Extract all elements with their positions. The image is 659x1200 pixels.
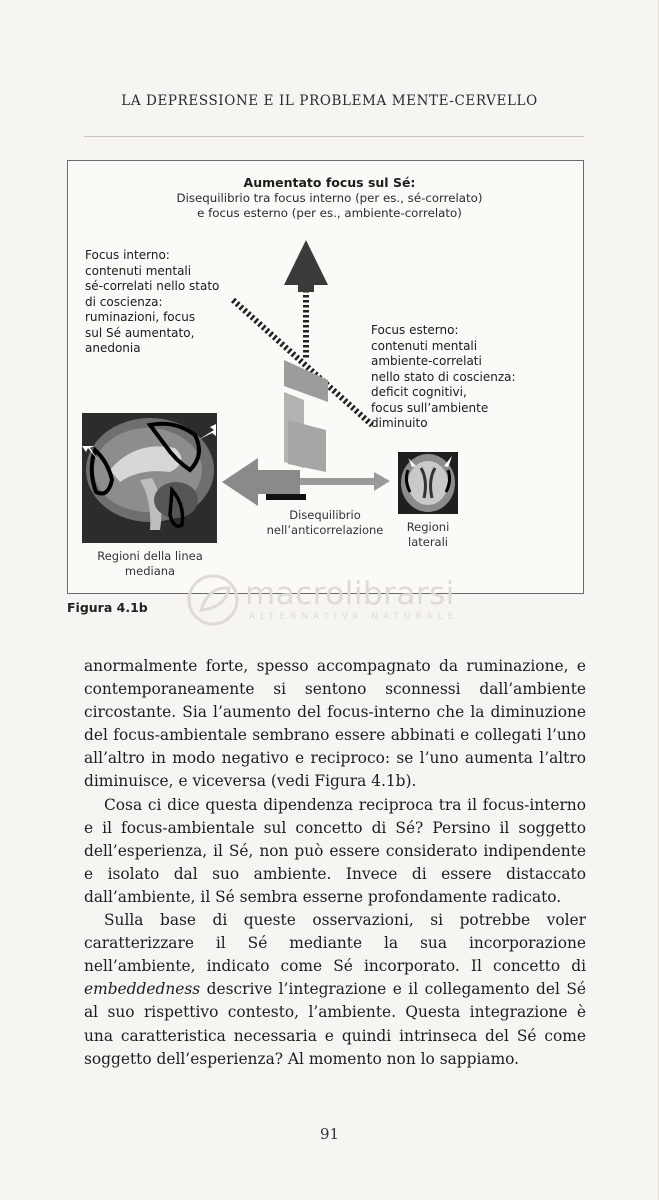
running-head: LA DEPRESSIONE E IL PROBLEMA MENTE-CERVELLO (121, 93, 538, 109)
watermark-tagline: ALTERNATIVA NATURALE (249, 612, 459, 622)
figure-caption: Figura 4.1b (67, 600, 148, 615)
body-text (84, 655, 586, 1071)
imbalance-label: Disequilibrio nell’anticorrelazione (266, 508, 384, 537)
figure-title: Aumentato focus sul Sé: (243, 175, 416, 190)
paragraph-3-start: Sulla base di queste osservazioni, si potrebbe voler caratterizzare il Sé mediante la sua incorporazione nell’ambiente, indicato come Sé incorporato. Il concetto di (84, 911, 586, 976)
paragraph-1: anormalmente forte, spesso accompagnato da ruminazione, e contemporaneamente si sentono sconnessi dall’ambiente circostante. Sia l’aumento del focus-interno che la diminuzione del focus-ambientale sembrano essere abbinati e collegati l’uno all’altro in modo negativo e reciproco: se l’uno aumenta l’altro diminuisce, e viceversa (vedi Figura 4.1b). (84, 657, 586, 791)
figure-subtitle-line-2: e focus esterno (per es., ambiente-correlato) (197, 206, 462, 220)
paragraph-2: Cosa ci dice questa dipendenza reciproca tra il focus-interno e il focus-ambientale sul concetto di Sé? Persino il soggetto dell’esperienza, il Sé, non può essere considerato indipendente e isolato dal suo ambiente. Invece di essere distaccato dall’ambiente, il Sé sembra esserne profondamente radicato. (84, 795, 586, 906)
paragraph-3-end: descrive l’integrazione e il collegamento del Sé al suo rispettivo contesto, l’ambiente. Questa integrazione è una caratteristica necessaria e quindi intrinseca del Sé come soggetto dell’esperienza? Al momento non lo sappiamo. (84, 980, 586, 1068)
page-number: 91 (319, 1125, 340, 1143)
grey-bar-lower (288, 420, 326, 472)
lateral-regions-label: Regioni laterali (406, 520, 450, 549)
midline-brain-image (82, 413, 217, 543)
watermark-name: macrolibrarsi (245, 576, 455, 612)
midline-regions-label: Regioni della linea mediana (97, 549, 203, 578)
right-arrow-shaft (300, 478, 382, 485)
paragraph-3 (84, 909, 586, 1071)
right-arrow-head (374, 472, 390, 491)
lateral-brain-image (398, 452, 458, 514)
external-focus-text: Focus esterno: contenuti mentali ambiente-correlati nello stato di coscienza: deficit cognitivi, focus sull’ambiente diminuito (371, 323, 516, 430)
up-arrow (284, 240, 328, 292)
internal-focus-text: Focus interno: contenuti mentali sé-correlati nello stato di coscienza: ruminazioni, focus sul Sé aumentato, anedonia (85, 248, 220, 355)
figure-subtitle-line-1: Disequilibrio tra focus interno (per es., sé-correlato) (176, 191, 483, 205)
paragraph-3-italic-term: embeddedness (84, 980, 201, 999)
imbalance-bar (266, 494, 306, 500)
